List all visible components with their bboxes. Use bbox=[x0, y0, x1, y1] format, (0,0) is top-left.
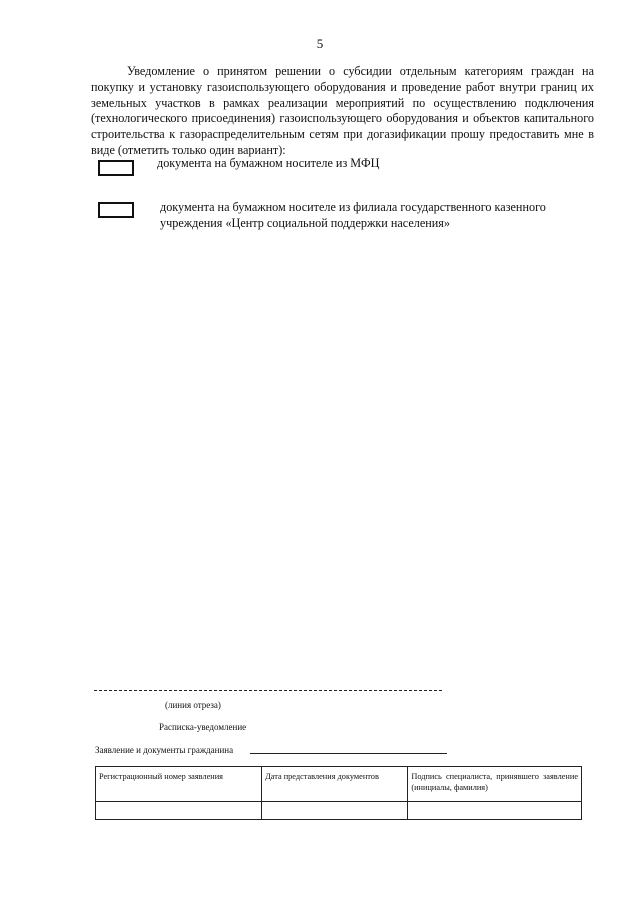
page-number: 5 bbox=[316, 36, 324, 51]
cut-line-caption: (линия отреза) bbox=[165, 700, 221, 710]
option-social-center-label: документа на бумажном носителе из филиала государственного казенного учреждения «Центр социальной поддержки населения» bbox=[160, 200, 546, 230]
option-mfc-label: документа на бумажном носителе из МФЦ bbox=[157, 156, 380, 170]
cut-line bbox=[94, 690, 442, 691]
table-header-row bbox=[96, 767, 582, 802]
table-row bbox=[96, 802, 582, 820]
notice-paragraph: Уведомление о принятом решении о субсидии отдельным категориям граждан на покупку и установку газоиспользующего оборудования и проведение работ внутри границ их земельных участков в рамках реализации мероприятий по осуществлению подключения (технологического присоединения) газоиспользующего оборудования и объектов капитального строительства к газораспределительным сетям при догазификации прошу предоставить мне в виде (отметить только один вариант): bbox=[91, 64, 594, 157]
applicant-label: Заявление и документы гражданина bbox=[95, 745, 234, 755]
receipt-table bbox=[95, 766, 582, 820]
header-registration-number: Регистрационный номер заявления bbox=[96, 767, 262, 802]
option-mfc-checkbox[interactable] bbox=[98, 160, 134, 176]
header-specialist-signature: Подпись специалиста, принявшего заявление (инициалы, фамилия) bbox=[408, 767, 582, 802]
registration-number-cell[interactable] bbox=[96, 802, 262, 820]
header-submission-date: Дата представления документов bbox=[262, 767, 408, 802]
specialist-signature-cell[interactable] bbox=[408, 802, 582, 820]
submission-date-cell[interactable] bbox=[262, 802, 408, 820]
receipt-title: Расписка-уведомление bbox=[159, 722, 247, 732]
option-social-center-checkbox[interactable] bbox=[98, 202, 134, 218]
applicant-name-field[interactable] bbox=[250, 753, 447, 754]
